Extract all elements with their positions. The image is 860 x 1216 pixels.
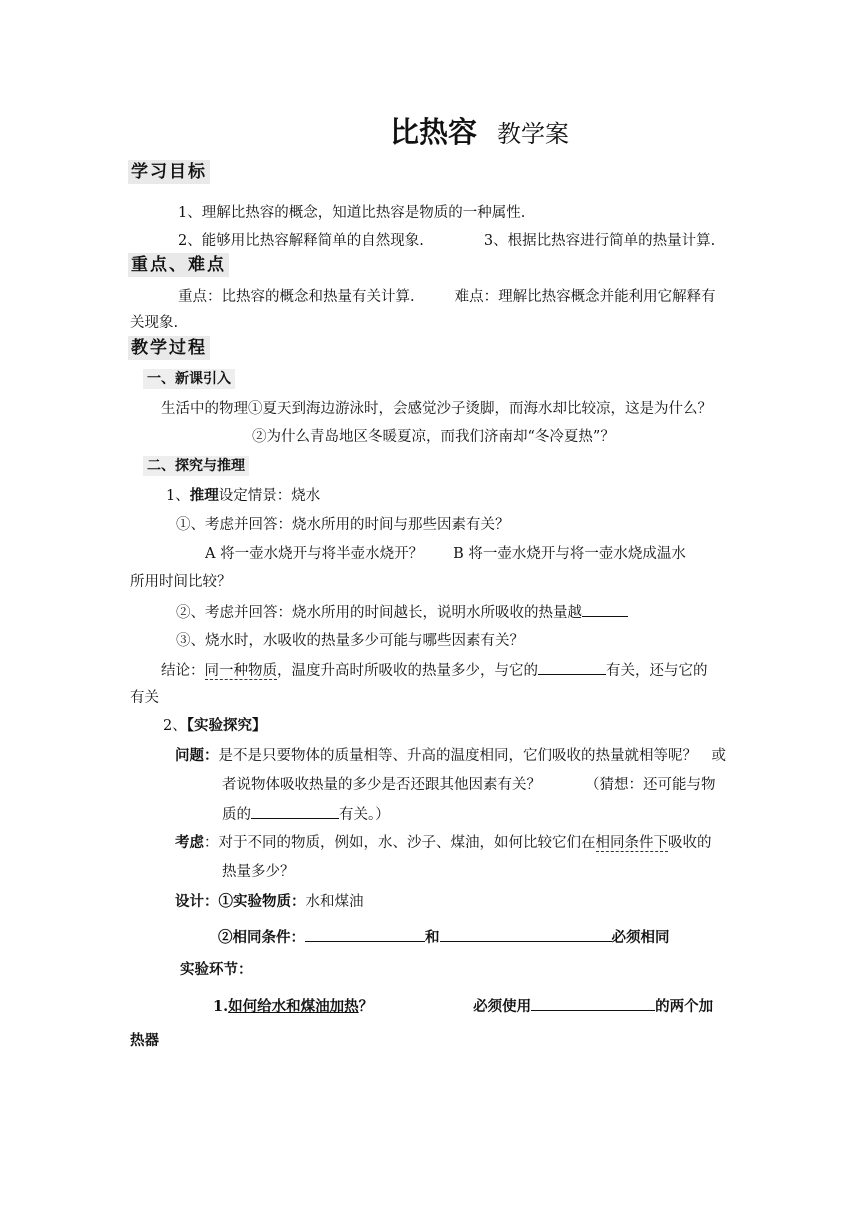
answer-blank[interactable] [582, 602, 628, 617]
design-item2-and: 和 [425, 929, 440, 946]
experiment-number: 2、 [163, 718, 187, 734]
option-b: B 将一壶水烧开与将一壶水烧成温水 [453, 546, 686, 562]
reasoning-scenario-text: 设定情景：烧水 [218, 488, 321, 504]
reasoning-number: 1、 [166, 488, 190, 504]
reasoning-question-1: ①、考虑并回答：烧水所用的时间与那些因素有关？ [176, 517, 510, 533]
part2-heading: 二、探究与推理 [143, 456, 249, 476]
answer-blank[interactable] [538, 660, 606, 675]
step1-continued: 热器 [130, 1032, 159, 1049]
title-sub: 教学案 [497, 120, 570, 148]
objective-item-2 [178, 231, 715, 251]
objective-item-1: 1、理解比热容的概念，知道比热容是物质的一种属性. [178, 205, 526, 221]
option-a: A 将一壶水烧开与将半壶水烧开？ [205, 546, 424, 562]
consider-emphasis: 相同条件下 [595, 835, 668, 851]
reasoning-question-3: ③、烧水时，水吸收的热量多少可能与哪些因素有关？ [176, 633, 524, 649]
option-b-continued: 所用时间比较？ [130, 574, 232, 590]
reasoning-options [205, 544, 686, 564]
step1-qmark: ？ [358, 998, 374, 1015]
experiment-title: 【实验探究】 [186, 717, 267, 734]
design-label: 设计： [175, 893, 219, 910]
section-heading-keypoints: 重点、难点 [128, 253, 229, 277]
keypoints-line [178, 287, 716, 307]
conclusion-end: 有关，还与它的 [606, 663, 708, 679]
step1-number: 1. [213, 998, 229, 1015]
step1-answer-b: 的两个加 [655, 998, 714, 1015]
question-label: 问题： [175, 747, 219, 764]
conclusion-middle: ，温度升高时所吸收的热量多少，与它的 [277, 663, 538, 679]
question-text-2: 者说物体吸收热量的多少是否还跟其他因素有关？ [222, 777, 541, 793]
conclusion-emphasis: 同一种物质 [204, 663, 277, 679]
answer-blank[interactable] [305, 927, 425, 942]
answer-blank[interactable] [531, 996, 655, 1011]
reasoning-label: 推理 [189, 487, 219, 504]
reasoning-question-2 [176, 602, 628, 623]
intro-question-2: ②为什么青岛地区冬暖夏凉，而我们济南却“冬冷夏热”？ [252, 429, 615, 445]
design-item1-value: 水和煤油 [305, 894, 364, 910]
part1-heading: 一、新课引入 [143, 369, 235, 389]
reasoning-scenario [166, 486, 320, 506]
difficulty-text: 难点：理解比热容概念并能利用它解释有 [454, 289, 716, 305]
step1-question: 如何给水和煤油加热 [228, 998, 359, 1015]
consider-line [175, 833, 712, 853]
key-point-text: 重点：比热容的概念和热量有关计算. [178, 289, 415, 305]
guess-text-2a: 质的 [222, 807, 251, 823]
title-main: 比热容 [390, 115, 478, 149]
step1-line [213, 996, 713, 1017]
consider-label: 考虑 [175, 834, 204, 851]
objective-item-3-text: 3、根据比热容进行简单的热量计算. [483, 233, 716, 249]
question-text: 是不是只要物体的质量相等、升高的温度相同，它们吸收的热量就相等呢？ 或 [218, 748, 726, 764]
conclusion-continued: 有关 [130, 690, 159, 706]
answer-blank[interactable] [251, 804, 339, 819]
conclusion-label: 结论： [161, 663, 205, 679]
answer-blank[interactable] [440, 927, 612, 942]
intro-question-1: 生活中的物理①夏天到海边游泳时，会感觉沙子烫脚，而海水却比较凉，这是为什么？ [161, 401, 712, 417]
question-line-1 [175, 746, 726, 766]
objective-item-2-text: 2、能够用比热容解释简单的自然现象. [178, 233, 424, 249]
consider-continued: 热量多少？ [222, 864, 295, 880]
experiment-heading [163, 716, 266, 736]
guess-text-2b: 有关。） [339, 807, 390, 823]
consider-text-a: ：对于不同的物质，例如，水、沙子、煤油，如何比较它们在 [204, 835, 596, 851]
document-title [390, 110, 569, 151]
design-item2-label: ②相同条件： [218, 929, 305, 946]
section-heading-objectives: 学习目标 [128, 160, 210, 184]
consider-text-b: 吸收的 [668, 835, 712, 851]
question-line-2 [222, 775, 716, 795]
design-line-1 [175, 892, 364, 912]
step1-answer-a: 必须使用 [473, 998, 532, 1015]
reasoning-question-2-text: ②、考虑并回答：烧水所用的时间越长，说明水所吸收的热量越 [176, 605, 582, 621]
difficulty-continued: 关现象. [130, 315, 179, 331]
section-heading-process: 教学过程 [128, 336, 210, 360]
guess-line [222, 804, 390, 825]
steps-label: 实验环节： [180, 961, 253, 978]
conclusion-line [161, 660, 708, 681]
design-item2-end: 必须相同 [611, 929, 670, 946]
design-line-2 [218, 927, 670, 948]
guess-text: （猜想：还可能与物 [585, 777, 716, 793]
design-item1-label: ①实验物质： [218, 893, 306, 910]
